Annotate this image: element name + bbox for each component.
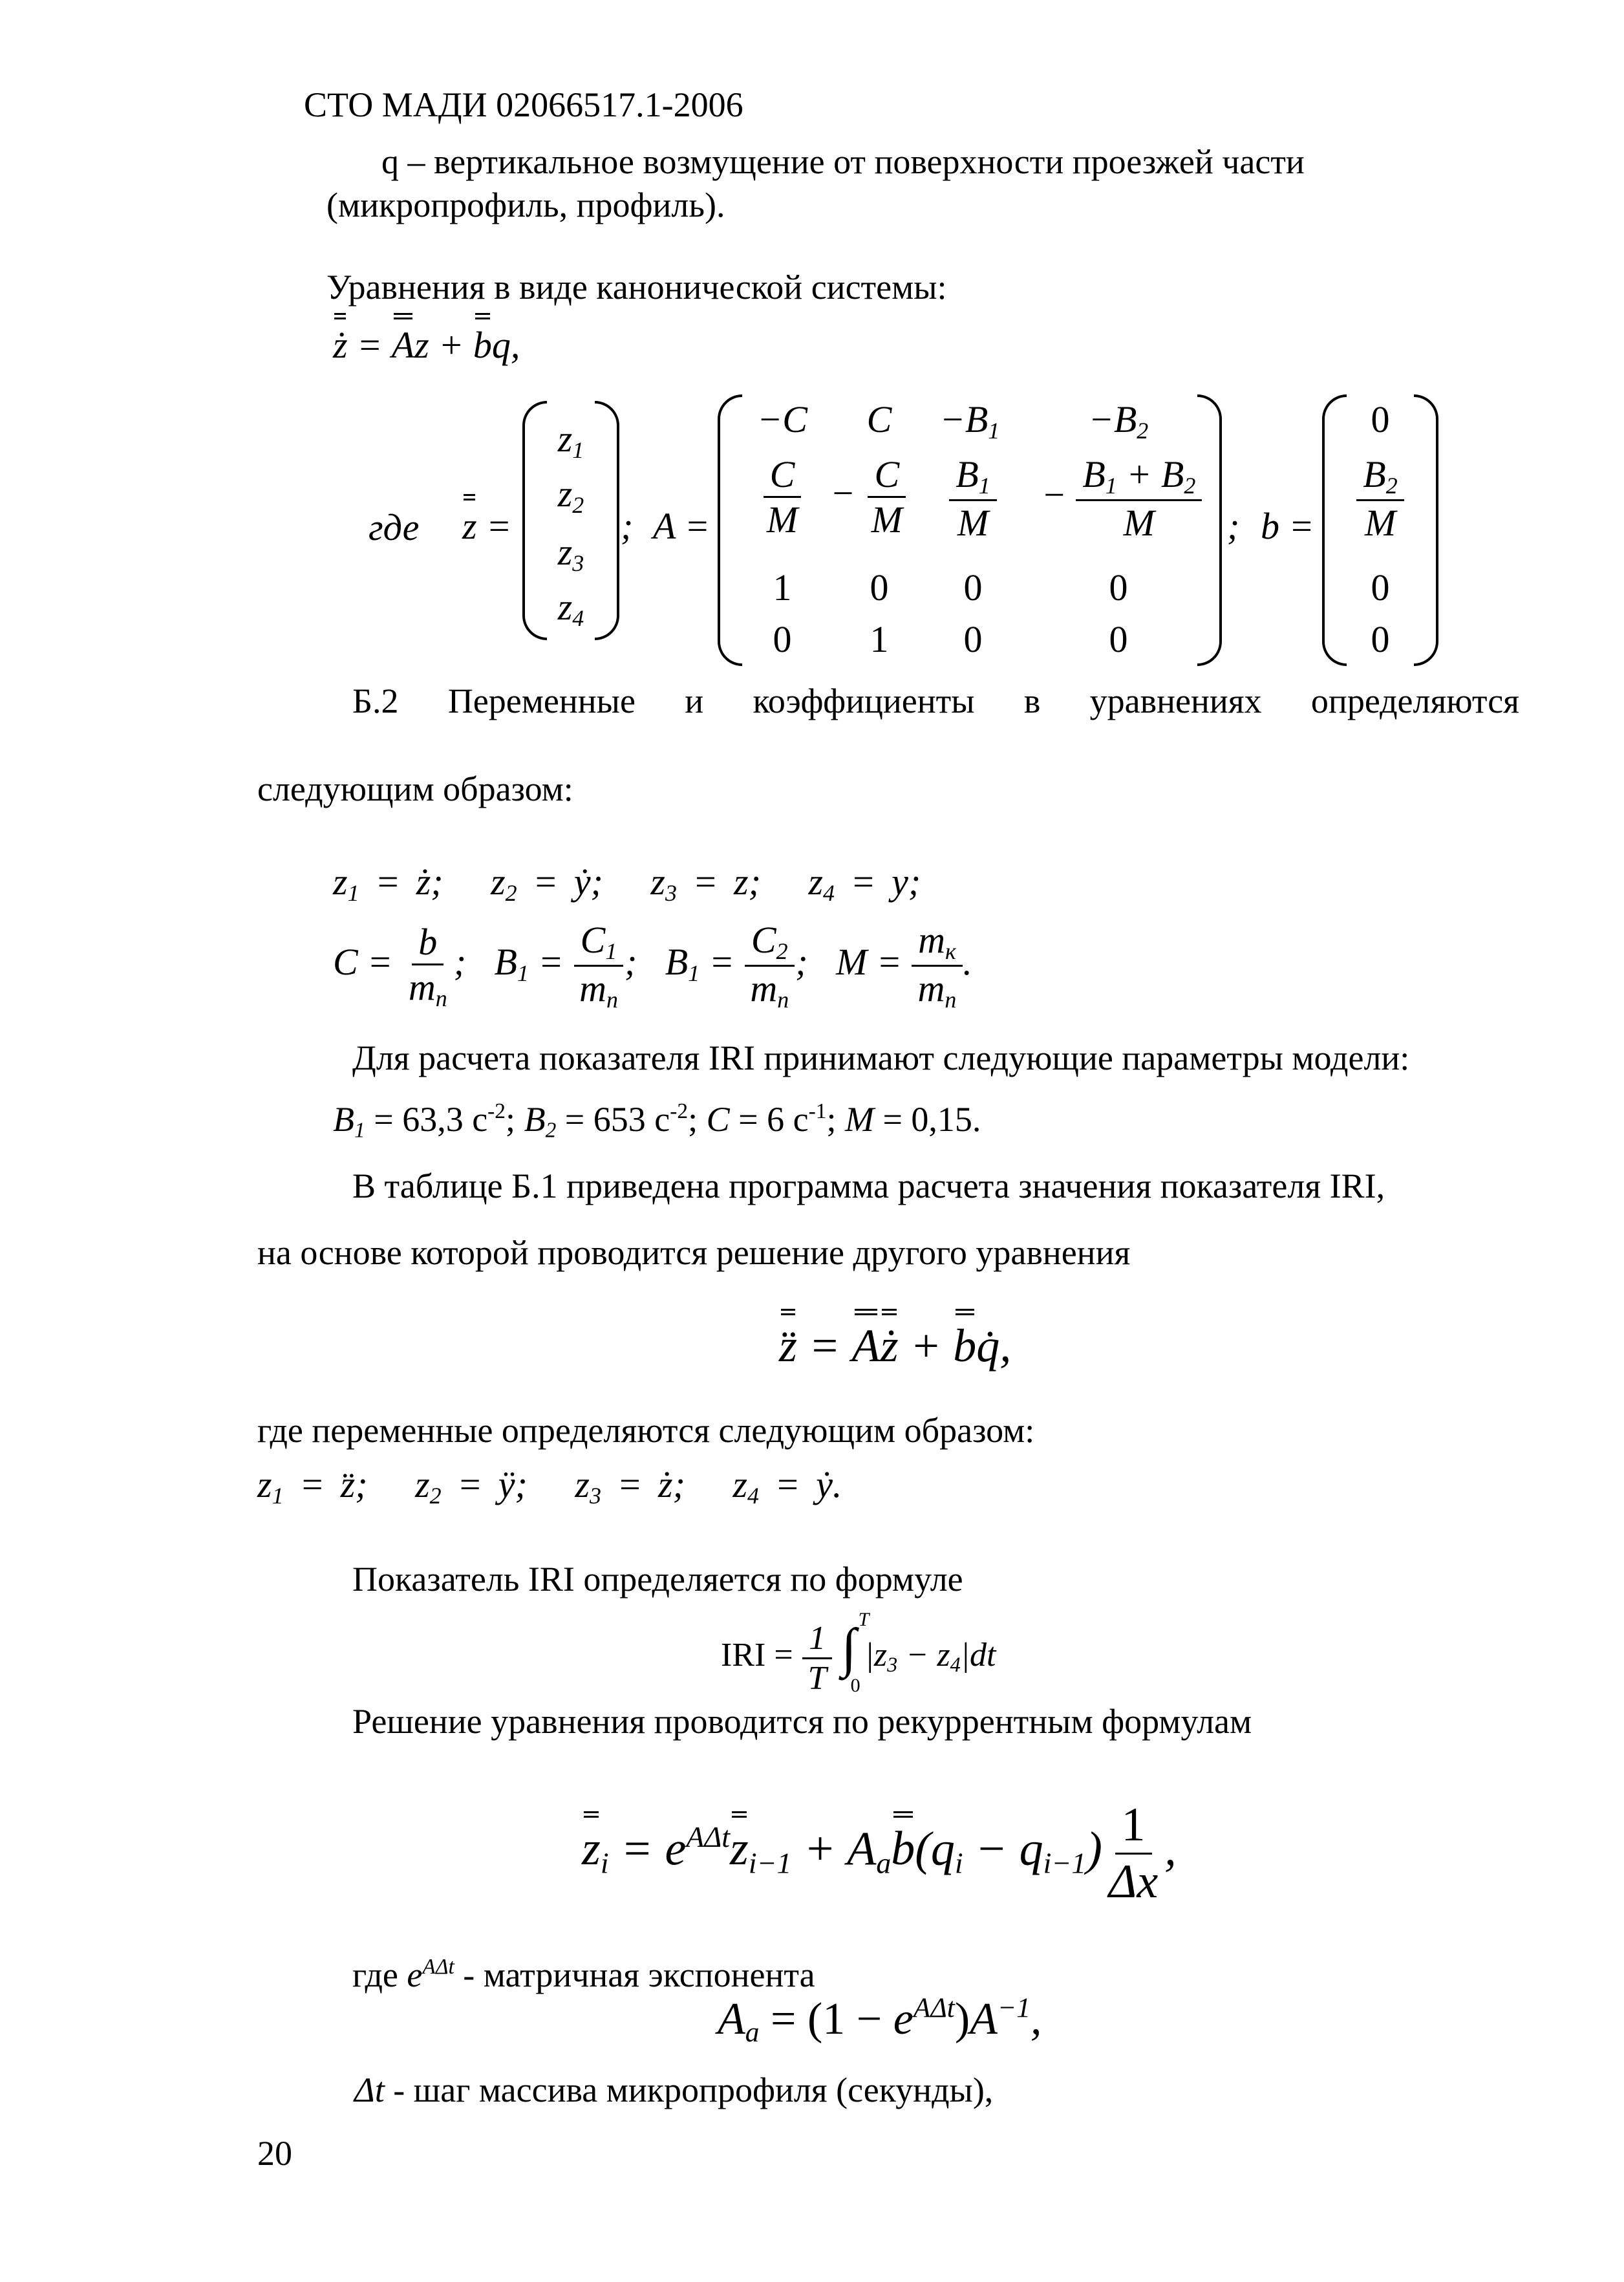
second-variable-definitions: $z_1$ = z̈; $z_2$ = ÿ; $z_3$ = ż; $z_4$ = ẏ. <box>257 1463 842 1509</box>
where-label: где <box>369 506 420 548</box>
word: коэффициенты <box>753 682 975 720</box>
word: Переменные <box>447 682 636 720</box>
state-variable-definitions: $z_1$ = ż; $z_2$ = ẏ; $z_3 = z$; $z_4 = y$; <box>333 861 921 907</box>
coefficient-definitions: C = $\frac{b}{m_n}$ ; $B_1$ = $\frac{C_1}{m_n}$ ; $B_1$ = $\frac{C_2}{m_n}$ ; M = $\frac{m_к}{m_n}$ . <box>333 919 972 1013</box>
dt-definition: Δt - шаг массива микропрофиля (секунды), <box>354 2071 994 2109</box>
z-vector-matrix: $z_1$ $z_2$ $z_3$ $z_4$ <box>522 401 619 640</box>
z-vector-label: z = <box>462 505 512 547</box>
iri-formula: IRI = $\frac{1}{T}$ ∫ T 0 $|z_3 - z_4|dt$ <box>721 1609 996 1697</box>
matrix-exp-text: - матричная экспонента <box>463 1955 815 1995</box>
b-vector-label: b = <box>1261 505 1314 547</box>
semicolon: ; <box>1227 505 1240 547</box>
page-number: 20 <box>257 2134 292 2173</box>
q-definition-line2: (микропрофиль, профиль). <box>326 186 725 224</box>
a-matrix-label: A = <box>653 505 710 547</box>
matrix-exp-line: где $e^{A\Delta t}$ - матричная экспонента <box>352 1955 815 1995</box>
a-matrix: −C C $-B_1$ $-B_2$ $\frac{C}{M}$ − $\frac{C}{M}$ $\frac{B_1}{M}$ − $\frac{B_1 + B_2}{M}$ 1 0 0 0 0 1 0 0 <box>718 394 1222 666</box>
b-vector-matrix: 0 $\frac{B_2}{M}$ 0 0 <box>1322 394 1438 666</box>
word: в <box>1023 682 1041 720</box>
q-definition-line1: q – вертикальное возмущение от поверхности проезжей части <box>381 142 1305 181</box>
variables-intro: где переменные определяются следующим образом: <box>257 1411 1035 1450</box>
section-b2-line1 <box>352 680 1519 722</box>
second-equation: z̈ = Aż + bq̇, <box>779 1320 1012 1372</box>
word: уравнениях <box>1089 682 1262 720</box>
table-ref-line2: на основе которой проводится решение другого уравнения <box>257 1233 1131 1272</box>
aa-formula: $A_a = (1 - e^{A\Delta t})A^{-1}$, <box>718 1992 1042 2049</box>
recurrent-intro: Решение уравнения проводится по рекуррентным формулам <box>352 1702 1252 1741</box>
section-number: Б.2 <box>352 682 399 720</box>
table-ref-line1: В таблице Б.1 приведена программа расчета значения показателя IRI, <box>352 1167 1385 1205</box>
canonical-equation: ż = Az + bq, <box>333 324 520 366</box>
params-intro: Для расчета показателя IRI принимают следующие параметры модели: <box>352 1039 1410 1077</box>
document-code: СТО МАДИ 02066517.1-2006 <box>304 85 743 124</box>
iri-intro: Показатель IRI определяется по формуле <box>352 1560 963 1598</box>
params-values: $B_1 = 63,3$ $с^{-2}$; $B_2 = 653$ $с^{-2}$; C = 6 $с^{-1}$; M = 0,15. <box>333 1099 981 1143</box>
word: и <box>685 682 704 720</box>
dt-text: - шаг массива микропрофиля (секунды), <box>393 2071 994 2109</box>
semicolon: ; <box>621 505 634 547</box>
section-b2-line2: следующим образом: <box>257 770 573 808</box>
canonical-heading: Уравнения в виде канонической системы: <box>326 268 947 307</box>
recurrent-formula: $z_i = e^{A\Delta t}z_{i-1} + A_ab(q_i - q_{i-1})$ $\frac{1}{\Delta x}$ , <box>582 1798 1177 1908</box>
word: определяются <box>1310 682 1519 720</box>
